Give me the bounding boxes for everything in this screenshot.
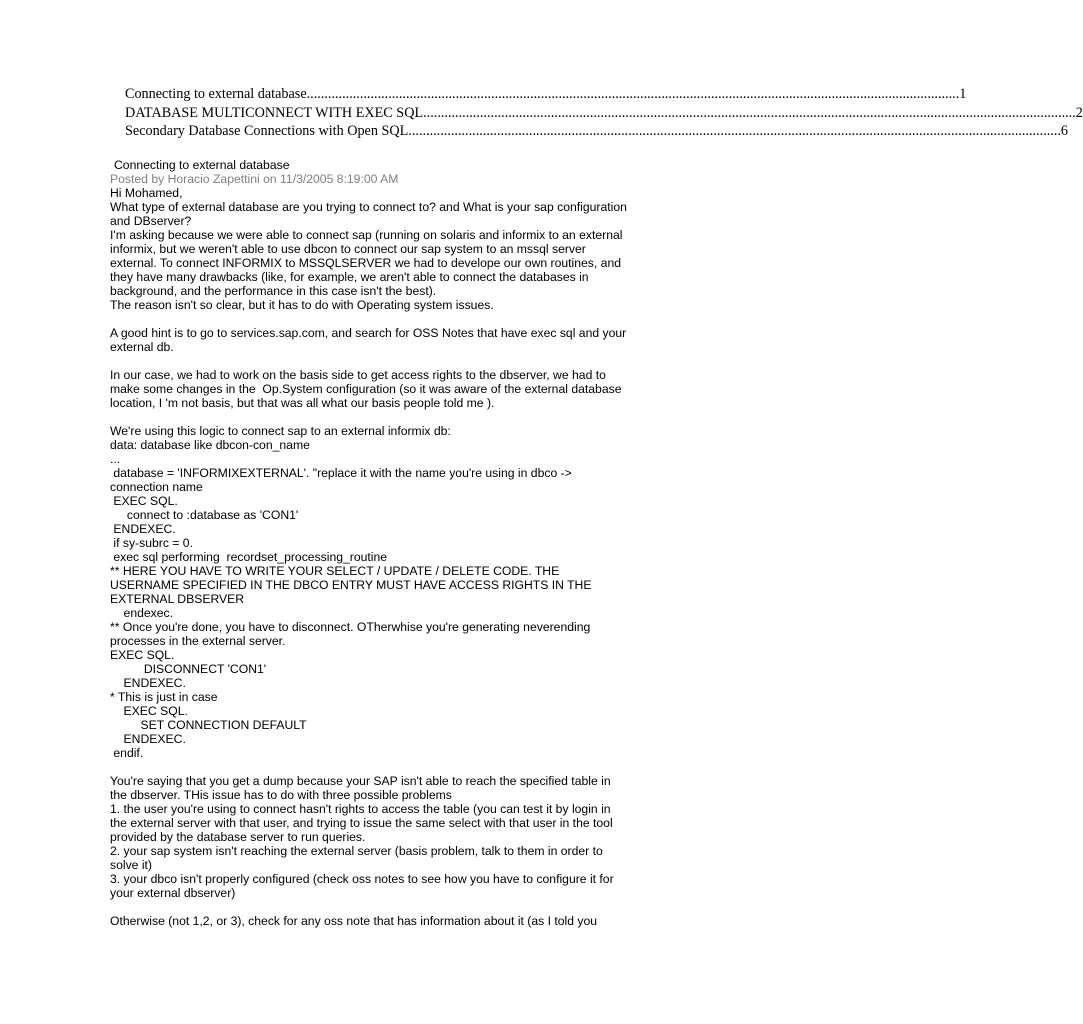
body-line: ENDEXEC. (110, 522, 176, 536)
toc-entry[interactable] (125, 104, 1083, 124)
table-of-contents (125, 86, 1083, 142)
body-line: * This is just in case (110, 690, 218, 704)
body-line: What type of external database are you trying to connect to? and What is your sap configuration (110, 200, 627, 214)
toc-entry[interactable] (125, 123, 1069, 142)
body-line: location, I 'm not basis, but that was all what our basis people told me ). (110, 396, 495, 410)
body-line: data: database like dbcon-con_name (110, 438, 310, 452)
body-line: your external dbserver) (110, 886, 236, 900)
body-line: processes in the external server. (110, 634, 286, 648)
body-line: Hi Mohamed, (110, 186, 183, 200)
toc-entry-title: Secondary Database Connections with Open SQL (125, 123, 409, 139)
post-body (110, 186, 670, 928)
body-line: ENDEXEC. (110, 676, 186, 690)
toc-entry-title: Connecting to external database (125, 86, 307, 102)
paragraph-gap (110, 410, 670, 424)
body-line: In our case, we had to work on the basis side to get access rights to the dbserver, we had to (110, 368, 606, 382)
body-line: 2. your sap system isn't reaching the external server (basis problem, talk to them in order to (110, 844, 603, 858)
toc-entry-title: DATABASE MULTICONNECT WITH EXEC SQL (125, 104, 424, 121)
body-line: ** HERE YOU HAVE TO WRITE YOUR SELECT / UPDATE / DELETE CODE. THE (110, 564, 560, 578)
body-line: EXEC SQL. (110, 704, 188, 718)
paragraph-gap (110, 354, 670, 368)
body-line: background, and the performance in this case isn't the best). (110, 284, 437, 298)
body-line: the external server with that user, and trying to issue the same select with that user in the tool (110, 816, 613, 830)
body-line: solve it) (110, 858, 152, 872)
toc-entry-page: 1 (959, 86, 967, 102)
toc-leader-dots: ........................................................................................................................................................................................ (423, 104, 1076, 121)
body-line: external db. (110, 340, 174, 354)
paragraph-gap (110, 312, 670, 326)
body-line: and DBserver? (110, 214, 192, 228)
forum-post (110, 158, 670, 928)
paragraph-gap (110, 760, 670, 774)
body-line: make some changes in the Op.System configuration (so it was aware of the external database (110, 382, 622, 396)
body-line: USERNAME SPECIFIED IN THE DBCO ENTRY MUST HAVE ACCESS RIGHTS IN THE (110, 578, 592, 592)
body-line: EXEC SQL. (110, 648, 175, 662)
body-line: You're saying that you get a dump because your SAP isn't able to reach the specified table in (110, 774, 611, 788)
body-line: connection name (110, 480, 203, 494)
body-line: Otherwise (not 1,2, or 3), check for any oss note that has information about it (as I told you (110, 914, 598, 928)
toc-leader-dots: ........................................................................................................................................................................................ (408, 123, 1061, 139)
body-line: ENDEXEC. (110, 732, 186, 746)
body-line: they have many drawbacks (like, for example, we aren't able to connect the databases in (110, 270, 589, 284)
body-line: provided by the database server to run queries. (110, 830, 366, 844)
body-line: endif. (110, 746, 144, 760)
body-line: We're using this logic to connect sap to an external informix db: (110, 424, 451, 438)
body-line: exec sql performing recordset_processing_routine (110, 550, 388, 564)
body-line: A good hint is to go to services.sap.com, and search for OSS Notes that have exec sql and your (110, 326, 627, 340)
body-line: informix, but we weren't able to use dbcon to connect our sap system to an mssql server (110, 242, 586, 256)
toc-entry[interactable] (125, 86, 967, 105)
toc-entry-page: 2 (1075, 104, 1083, 121)
body-line: DISCONNECT 'CON1' (110, 662, 267, 676)
body-line: The reason isn't so clear, but it has to do with Operating system issues. (110, 298, 494, 312)
toc-entry-page: 6 (1060, 123, 1069, 139)
body-line: the dbserver. THis issue has to do with three possible problems (110, 788, 452, 802)
body-line: ... (110, 452, 121, 466)
body-line: EXTERNAL DBSERVER (110, 592, 245, 606)
body-line: ** Once you're done, you have to disconnect. OTherwhise you're generating neverending (110, 620, 591, 634)
post-title: Connecting to external database (114, 158, 290, 172)
toc-leader-dots: ........................................................................................................................................................................................ (306, 86, 960, 102)
body-line: if sy-subrc = 0. (110, 536, 193, 550)
body-line: SET CONNECTION DEFAULT (110, 718, 307, 732)
body-line: 3. your dbco isn't properly configured (check oss notes to see how you have to configure it for (110, 872, 614, 886)
body-line: external. To connect INFORMIX to MSSQLSERVER we had to develope our own routines, and (110, 256, 622, 270)
body-line: database = 'INFORMIXEXTERNAL'. "replace it with the name you're using in dbco -> (110, 466, 572, 480)
body-line: connect to :database as 'CON1' (110, 508, 299, 522)
body-line: 1. the user you're using to connect hasn't rights to access the table (you can test it by login in (110, 802, 611, 816)
paragraph-gap (110, 900, 670, 914)
body-line: I'm asking because we were able to connect sap (running on solaris and informix to an external (110, 228, 623, 242)
post-meta: Posted by Horacio Zapettini on 11/3/2005 8:19:00 AM (110, 172, 399, 186)
body-line: EXEC SQL. (110, 494, 178, 508)
body-line: endexec. (110, 606, 174, 620)
